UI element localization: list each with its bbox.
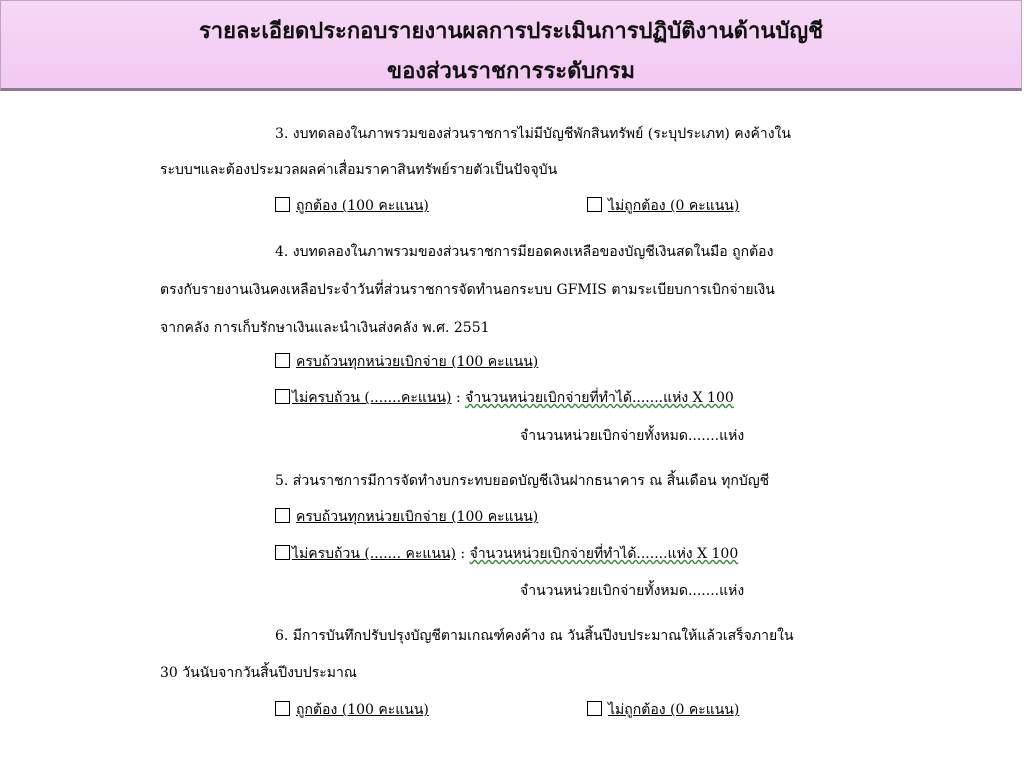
formula-numerator: จำนวนหน่วยเบิกจ่ายที่ทำได้.......แห่ง X 100	[469, 546, 739, 562]
item3-option-correct[interactable]	[275, 197, 429, 215]
checkbox-icon[interactable]	[275, 197, 290, 212]
item3-text-line2: ระบบฯและต้องประมวลผลค่าเสื่อมราคาสินทรัพย์รายตัวเป็นปัจจุบัน	[160, 162, 558, 178]
option-label: ถูกต้อง (100 คะแนน)	[296, 198, 429, 214]
item4-text-line1: 4. งบทดลองในภาพรวมของส่วนราชการมียอดคงเหลือของบัญชีเงินสดในมือ ถูกต้อง	[275, 244, 774, 260]
checkbox-icon[interactable]	[275, 701, 290, 716]
item6-text-line1: 6. มีการบันทึกปรับปรุงบัญชีตามเกณฑ์คงค้าง ณ วันสิ้นปีงบประมาณให้แล้วเสร็จภายใน	[275, 628, 794, 644]
page-title: รายละเอียดประกอบรายงานผลการประเมินการปฏิบัติงานด้านบัญชี	[198, 19, 823, 44]
item4-text-line3: จากคลัง การเก็บรักษาเงินและนำเงินส่งคลัง พ.ศ. 2551	[160, 320, 490, 336]
item4-option-complete[interactable]	[275, 353, 538, 371]
option-label: ถูกต้อง (100 คะแนน)	[296, 702, 429, 718]
option-label: ไม่ครบถ้วน (....... คะแนน)	[292, 546, 456, 562]
option-label: ไม่ถูกต้อง (0 คะแนน)	[608, 702, 740, 718]
option-label: ครบถ้วนทุกหน่วยเบิกจ่าย (100 คะแนน)	[296, 509, 539, 525]
item6-option-incorrect[interactable]	[587, 701, 739, 719]
checkbox-icon[interactable]	[275, 508, 290, 523]
item4-option-incomplete[interactable]	[275, 389, 734, 407]
formula-separator: :	[451, 390, 466, 406]
item5-text-line1: 5. ส่วนราชการมีการจัดทำงบกระทบยอดบัญชีเงินฝากธนาคาร ณ สิ้นเดือน ทุกบัญชี	[275, 473, 770, 489]
item6-option-correct[interactable]	[275, 701, 429, 719]
formula-separator: :	[455, 546, 470, 562]
checkbox-icon[interactable]	[275, 389, 290, 404]
item5-option-complete[interactable]	[275, 508, 538, 526]
option-label: ไม่ถูกต้อง (0 คะแนน)	[608, 198, 740, 214]
checkbox-icon[interactable]	[275, 353, 290, 368]
checkbox-icon[interactable]	[275, 545, 290, 560]
formula-numerator: จำนวนหน่วยเบิกจ่ายที่ทำได้.......แห่ง X 100	[465, 390, 734, 406]
item6-text-line2: 30 วันนับจากวันสิ้นปีงบประมาณ	[160, 665, 357, 681]
item4-formula-denominator: จำนวนหน่วยเบิกจ่ายทั้งหมด.......แห่ง	[520, 428, 745, 444]
item3-option-incorrect[interactable]	[587, 197, 739, 215]
item3-text-line1: 3. งบทดลองในภาพรวมของส่วนราชการไม่มีบัญชีพักสินทรัพย์ (ระบุประเภท) คงค้างใน	[275, 126, 791, 142]
item4-text-line2: ตรงกับรายงานเงินคงเหลือประจำวันที่ส่วนราชการจัดทำนอกระบบ GFMIS ตามระเบียบการเบิกจ่ายเงิน	[160, 282, 775, 298]
checkbox-icon[interactable]	[587, 701, 602, 716]
item5-option-incomplete[interactable]	[275, 545, 738, 563]
page-subtitle: ของส่วนราชการระดับกรม	[387, 59, 635, 84]
option-label: ครบถ้วนทุกหน่วยเบิกจ่าย (100 คะแนน)	[296, 354, 539, 370]
checkbox-icon[interactable]	[587, 197, 602, 212]
option-label: ไม่ครบถ้วน (.......คะแนน)	[292, 390, 452, 406]
item5-formula-denominator: จำนวนหน่วยเบิกจ่ายทั้งหมด.......แห่ง	[520, 583, 745, 599]
